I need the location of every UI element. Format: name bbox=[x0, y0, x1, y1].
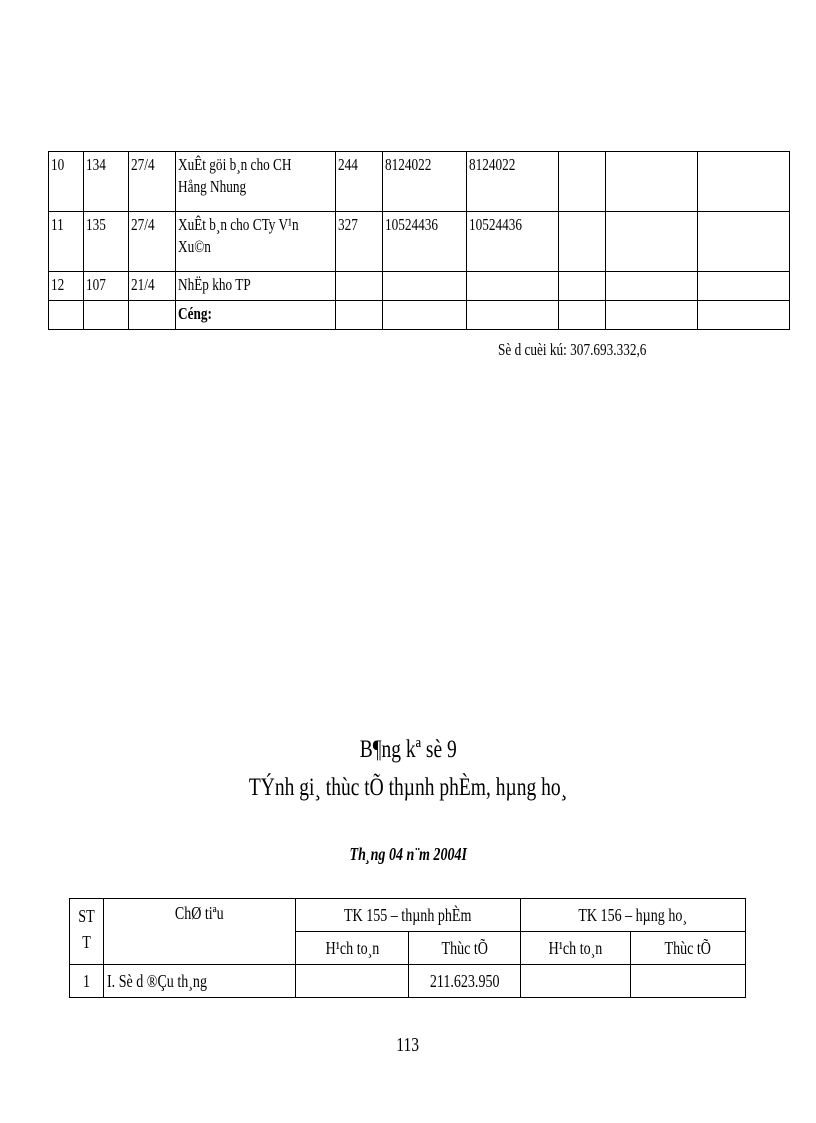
total-row bbox=[49, 301, 790, 330]
tk156-actual-header: Thùc tÕ bbox=[631, 932, 746, 965]
empty-cell bbox=[697, 152, 789, 212]
empty-cell bbox=[49, 301, 84, 330]
page-number: 113 bbox=[396, 1034, 420, 1056]
value-cell: 10524436 bbox=[382, 212, 466, 272]
empty-cell bbox=[558, 301, 605, 330]
stt-cell: 1 bbox=[70, 965, 104, 998]
table-row bbox=[49, 212, 790, 272]
tk155-actual-header: Thùc tÕ bbox=[409, 932, 521, 965]
tk156-header: TK 156 – hµng ho¸ bbox=[521, 899, 746, 932]
stt-cell: 10 bbox=[49, 152, 84, 212]
table-row bbox=[70, 965, 746, 998]
empty-cell bbox=[697, 212, 789, 272]
empty-cell bbox=[558, 212, 605, 272]
empty-cell bbox=[605, 212, 697, 272]
doc-number-cell: 107 bbox=[84, 272, 129, 301]
tk155-planned-cell bbox=[296, 965, 409, 998]
tk155-actual-cell: 211.623.950 bbox=[409, 965, 521, 998]
date-cell: 21/4 bbox=[129, 272, 176, 301]
price-summary-table bbox=[69, 898, 746, 998]
value-cell: 8124022 bbox=[466, 152, 558, 212]
empty-cell bbox=[466, 301, 558, 330]
empty-cell bbox=[605, 272, 697, 301]
stt-header: ST T bbox=[70, 899, 104, 965]
empty-cell bbox=[558, 272, 605, 301]
quantity-cell bbox=[335, 272, 382, 301]
tk155-planned-header: H¹ch to¸n bbox=[296, 932, 409, 965]
tk156-planned-cell bbox=[521, 965, 631, 998]
stt-cell: 11 bbox=[49, 212, 84, 272]
stt-cell: 12 bbox=[49, 272, 84, 301]
closing-balance: Sè d cuèi kú: 307.693.332,6 bbox=[498, 340, 647, 359]
tk155-header: TK 155 – thµnh phÈm bbox=[296, 899, 521, 932]
empty-cell bbox=[84, 301, 129, 330]
report-title: B¶ng kª sè 9 bbox=[359, 736, 457, 763]
date-cell: 27/4 bbox=[129, 152, 176, 212]
ledger-table bbox=[48, 151, 790, 330]
table-row bbox=[49, 152, 790, 212]
description-cell: XuÊt göi b¸n cho CH Hång Nhung bbox=[176, 152, 336, 212]
header-row bbox=[70, 899, 746, 932]
value-cell bbox=[382, 272, 466, 301]
total-label-cell: Céng: bbox=[176, 301, 336, 330]
value-cell: 8124022 bbox=[382, 152, 466, 212]
description-cell: XuÊt b¸n cho CTy V¹n Xu©n bbox=[176, 212, 336, 272]
tk156-planned-header: H¹ch to¸n bbox=[521, 932, 631, 965]
empty-cell bbox=[605, 152, 697, 212]
empty-cell bbox=[335, 301, 382, 330]
empty-cell bbox=[558, 152, 605, 212]
report-period: Th¸ng 04 n¨m 2004I bbox=[349, 844, 467, 864]
doc-number-cell: 135 bbox=[84, 212, 129, 272]
quantity-cell: 327 bbox=[335, 212, 382, 272]
date-cell: 27/4 bbox=[129, 212, 176, 272]
value-cell bbox=[466, 272, 558, 301]
table-row bbox=[49, 272, 790, 301]
indicator-header: ChØ tiªu bbox=[104, 899, 296, 965]
empty-cell bbox=[129, 301, 176, 330]
description-cell: NhËp kho TP bbox=[176, 272, 336, 301]
quantity-cell: 244 bbox=[335, 152, 382, 212]
empty-cell bbox=[605, 301, 697, 330]
empty-cell bbox=[382, 301, 466, 330]
report-subtitle: TÝnh gi¸ thùc tÕ thµnh phÈm, hµng ho¸ bbox=[248, 774, 568, 801]
empty-cell bbox=[697, 301, 789, 330]
doc-number-cell: 134 bbox=[84, 152, 129, 212]
tk156-actual-cell bbox=[631, 965, 746, 998]
indicator-cell: I. Sè d ®Çu th¸ng bbox=[104, 965, 296, 998]
value-cell: 10524436 bbox=[466, 212, 558, 272]
empty-cell bbox=[697, 272, 789, 301]
